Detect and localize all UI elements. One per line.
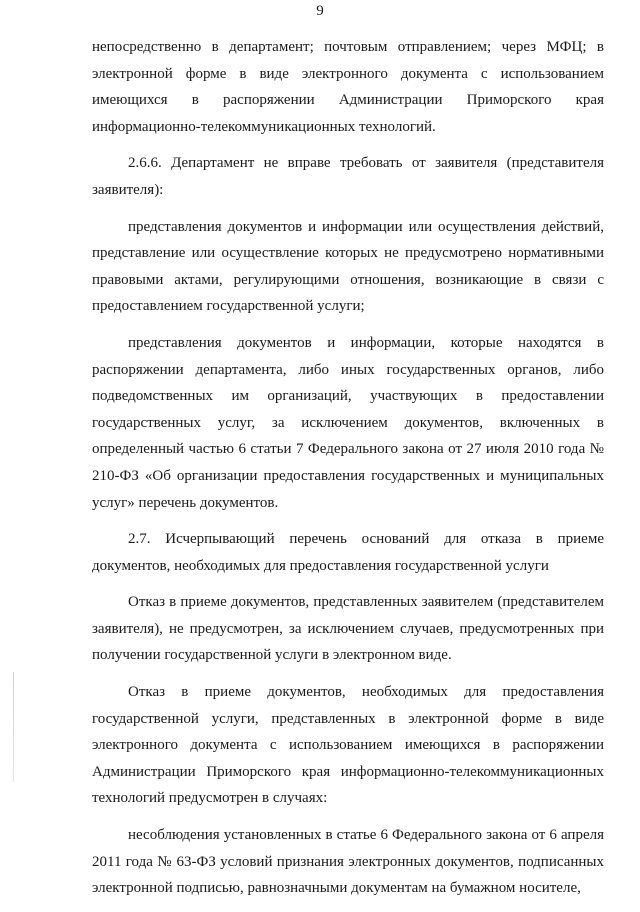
document-body (92, 34, 604, 912)
paragraph-documents-in-possession: представления документов и информации, которые находятся в распоряжении департамента, либо иных государственных органов, либо подведомственных им организаций, участвующих в предоставлении государственных услуг, за исключением документов, включенных в определенный частью 6 статьи 7 Федерального закона от 27 июля 2010 года № 210-ФЗ «Об организации предоставления государственных и муниципальных услуг» перечень документов. (92, 334, 604, 511)
paragraph-non-compliance: несоблюдения установленных в статье 6 Федерального закона от 6 апреля 2011 года № 63-ФЗ условий признания электронных документов, подписанных электронной подписью, равнозначными документам на бумажном носителе, (92, 827, 604, 897)
page-number: 9 (316, 3, 324, 19)
paragraph-2-6-6: 2.6.6. Департамент не вправе требовать от заявителя (представителя заявителя): (92, 155, 604, 198)
paragraph-refusal-electronic: Отказ в приеме документов, необходимых для предоставления государственной услуги, представленных в электронной форме в виде электронного документа с использованием имеющихся в распоряжении Администрации Приморского края информационно-телекоммуникационных технологий предусмотрен в случаях: (92, 684, 604, 807)
paragraph-documents-actions: представления документов и информации или осуществления действий, представление или осуществление которых не предусмотрено нормативными правовыми актами, регулирующими отношения, возникающие в связи с предоставлением государственной услуги; (92, 218, 604, 315)
scan-edge-mark (13, 672, 14, 782)
paragraph-2-7-heading: 2.7. Исчерпывающий перечень оснований для отказа в приеме документов, необходимых для предоставления государственной услуги (92, 531, 604, 574)
paragraph-submission-methods: непосредственно в департамент; почтовым отправлением; через МФЦ; в электронной форме в виде электронного документа с использованием имеющихся в распоряжении Администрации Приморского края информационно-телекоммуникационных технологий. (92, 39, 604, 135)
paragraph-refusal-not-provided: Отказ в приеме документов, представленных заявителем (представителем заявителя), не предусмотрен, за исключением случаев, предусмотренных при получении государственной услуги в электронном виде. (92, 594, 604, 664)
